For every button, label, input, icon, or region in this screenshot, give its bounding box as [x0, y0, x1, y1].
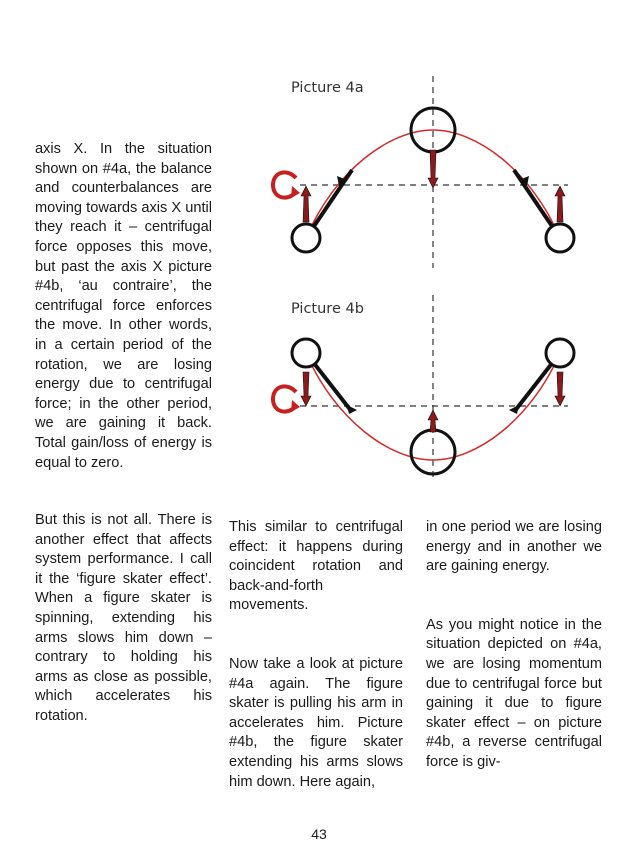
rotation-arrow-4a [273, 172, 300, 198]
text-column-2 [229, 518, 403, 792]
force-arrow-left-4a [301, 186, 311, 222]
column1-paragraph-1: axis X. In the situation shown on #4a, the balance and counterbalances are moving towards axis X until they reach it – centrifugal force opposes this move, but past the axis X picture #4b, ‘au contraire’, the centrifugal force enforces the move. In other words, in a certain period of the rotation, we are losing energy due to centrifugal force; in the other period, we are gaining it back. Total gain/loss of energy is equal to zero. [35, 141, 212, 471]
force-arrow-center-4b [428, 410, 438, 432]
left-weight-4a [292, 224, 320, 252]
right-weight-4a [546, 224, 574, 252]
text-column-3 [426, 518, 602, 773]
column2-paragraph-1: This similar to centrifugal effect: it happens during coincident rotation and back-and-forth movements. [229, 519, 403, 614]
force-arrow-right-4b [555, 372, 565, 406]
picture-4b [273, 295, 574, 480]
column1-paragraph-2: But this is not all. There is another effect that affects system performance. I call it the ‘figure skater effect’. When a figure skater is spinning, extending his arms slows him down – contrary to holding his arms as close as possible, which accelerates his rotation. [35, 512, 212, 725]
force-arrow-center-4a [428, 150, 438, 188]
column3-paragraph-1: in one period we are losing energy and in another we are gaining energy. [426, 519, 602, 575]
column3-paragraph-2: As you might notice in the situation depicted on #4a, we are losing momentum due to centrifugal force but gaining it due to figure skater effect – on picture #4b, a reverse centrifugal force is giv- [426, 616, 602, 770]
figure-label-4b: Picture 4b [291, 301, 364, 317]
left-weight-4b [292, 339, 320, 367]
force-arrow-left-4b [301, 372, 311, 406]
page-number: 43 [311, 826, 327, 842]
picture-4a [273, 76, 574, 268]
text-column-1 [35, 140, 212, 727]
force-arrow-right-4a [555, 186, 565, 222]
figure-label-4a: Picture 4a [291, 80, 364, 96]
rotation-arrow-4b [273, 386, 300, 412]
right-weight-4b [546, 339, 574, 367]
column2-paragraph-2: Now take a look at picture #4a again. The figure skater is pulling his arm in accelerates him. Picture #4b, the figure skater extending his arms slows him down. Here again, [229, 655, 403, 790]
